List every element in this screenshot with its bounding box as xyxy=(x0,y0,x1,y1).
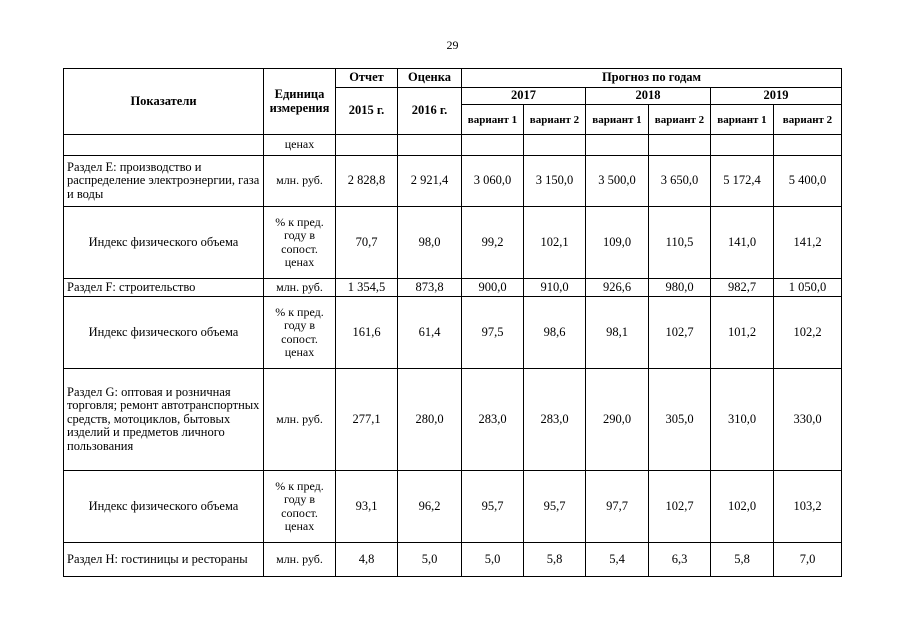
value-cell: 280,0 xyxy=(398,369,462,471)
header-year-2016: 2016 г. xyxy=(398,88,462,135)
value-cell: 93,1 xyxy=(336,471,398,543)
value-cell: 305,0 xyxy=(649,369,711,471)
table-row xyxy=(64,471,842,543)
table-row xyxy=(64,156,842,207)
table-row xyxy=(64,369,842,471)
value-cell: 310,0 xyxy=(711,369,774,471)
value-cell: 290,0 xyxy=(586,369,649,471)
table-row xyxy=(64,207,842,279)
value-cell: 982,7 xyxy=(711,279,774,297)
value-cell: 101,2 xyxy=(711,297,774,369)
row-unit: млн. руб. xyxy=(264,543,336,577)
row-unit: млн. руб. xyxy=(264,369,336,471)
row-unit: млн. руб. xyxy=(264,279,336,297)
header-variant-1: вариант 1 xyxy=(462,105,524,135)
value-cell: 96,2 xyxy=(398,471,462,543)
value-cell: 283,0 xyxy=(462,369,524,471)
value-cell: 2 921,4 xyxy=(398,156,462,207)
value-cell: 141,0 xyxy=(711,207,774,279)
value-cell: 3 500,0 xyxy=(586,156,649,207)
table-body xyxy=(64,135,842,577)
value-cell: 283,0 xyxy=(524,369,586,471)
header-report: Отчет xyxy=(336,69,398,88)
header-year-2015: 2015 г. xyxy=(336,88,398,135)
value-cell: 277,1 xyxy=(336,369,398,471)
value-cell: 6,3 xyxy=(649,543,711,577)
table-row xyxy=(64,279,842,297)
row-name: Раздел H: гостиницы и рестораны xyxy=(64,543,264,577)
row-unit: млн. руб. xyxy=(264,156,336,207)
header-variant-1: вариант 1 xyxy=(711,105,774,135)
value-cell: 99,2 xyxy=(462,207,524,279)
value-cell: 70,7 xyxy=(336,207,398,279)
value-cell: 1 050,0 xyxy=(774,279,842,297)
value-cell: 1 354,5 xyxy=(336,279,398,297)
value-cell: 5,0 xyxy=(398,543,462,577)
row-name: Раздел E: производство и распределение электроэнергии, газа и воды xyxy=(64,156,264,207)
value-cell: 95,7 xyxy=(524,471,586,543)
value-cell: 4,8 xyxy=(336,543,398,577)
row-name xyxy=(64,135,264,156)
header-forecast: Прогноз по годам xyxy=(462,69,842,88)
row-name: Раздел F: строительство xyxy=(64,279,264,297)
header-unit: Единица измерения xyxy=(264,69,336,135)
table-row xyxy=(64,135,842,156)
row-name: Индекс физического объема xyxy=(64,297,264,369)
forecast-table xyxy=(63,68,842,577)
value-cell: 97,7 xyxy=(586,471,649,543)
value-cell: 102,7 xyxy=(649,471,711,543)
row-unit: ценах xyxy=(264,135,336,156)
value-cell: 98,6 xyxy=(524,297,586,369)
value-cell: 102,2 xyxy=(774,297,842,369)
header-indicators: Показатели xyxy=(64,69,264,135)
table-row xyxy=(64,543,842,577)
value-cell: 102,1 xyxy=(524,207,586,279)
value-cell: 102,7 xyxy=(649,297,711,369)
value-cell: 103,2 xyxy=(774,471,842,543)
header-variant-1: вариант 1 xyxy=(586,105,649,135)
row-unit: % к пред. году в сопост. ценах xyxy=(264,471,336,543)
value-cell: 61,4 xyxy=(398,297,462,369)
value-cell: 873,8 xyxy=(398,279,462,297)
value-cell: 98,0 xyxy=(398,207,462,279)
value-cell: 110,5 xyxy=(649,207,711,279)
row-unit: % к пред. году в сопост. ценах xyxy=(264,207,336,279)
header-estimate: Оценка xyxy=(398,69,462,88)
value-cell: 109,0 xyxy=(586,207,649,279)
value-cell: 980,0 xyxy=(649,279,711,297)
value-cell: 161,6 xyxy=(336,297,398,369)
value-cell: 5 172,4 xyxy=(711,156,774,207)
value-cell: 5,8 xyxy=(524,543,586,577)
value-cell: 7,0 xyxy=(774,543,842,577)
value-cell: 5,8 xyxy=(711,543,774,577)
value-cell: 330,0 xyxy=(774,369,842,471)
value-cell: 2 828,8 xyxy=(336,156,398,207)
value-cell: 3 650,0 xyxy=(649,156,711,207)
value-cell: 910,0 xyxy=(524,279,586,297)
row-name: Раздел G: оптовая и розничная торговля; ремонт автотранспортных средств, мотоциклов, бытовых изделий и предметов личного пользования xyxy=(64,369,264,471)
table-row xyxy=(64,297,842,369)
header-variant-2: вариант 2 xyxy=(649,105,711,135)
value-cell: 5,4 xyxy=(586,543,649,577)
header-variant-2: вариант 2 xyxy=(774,105,842,135)
header-variant-2: вариант 2 xyxy=(524,105,586,135)
header-year-2019: 2019 xyxy=(711,88,842,105)
row-name: Индекс физического объема xyxy=(64,471,264,543)
value-cell: 900,0 xyxy=(462,279,524,297)
value-cell: 3 150,0 xyxy=(524,156,586,207)
value-cell: 5,0 xyxy=(462,543,524,577)
row-unit: % к пред. году в сопост. ценах xyxy=(264,297,336,369)
header-year-2017: 2017 xyxy=(462,88,586,105)
table-header xyxy=(64,69,842,135)
page-number: 29 xyxy=(446,38,459,52)
value-cell: 97,5 xyxy=(462,297,524,369)
value-cell: 98,1 xyxy=(586,297,649,369)
value-cell: 95,7 xyxy=(462,471,524,543)
value-cell: 5 400,0 xyxy=(774,156,842,207)
value-cell: 3 060,0 xyxy=(462,156,524,207)
header-year-2018: 2018 xyxy=(586,88,711,105)
value-cell: 141,2 xyxy=(774,207,842,279)
row-name: Индекс физического объема xyxy=(64,207,264,279)
value-cell: 926,6 xyxy=(586,279,649,297)
value-cell: 102,0 xyxy=(711,471,774,543)
